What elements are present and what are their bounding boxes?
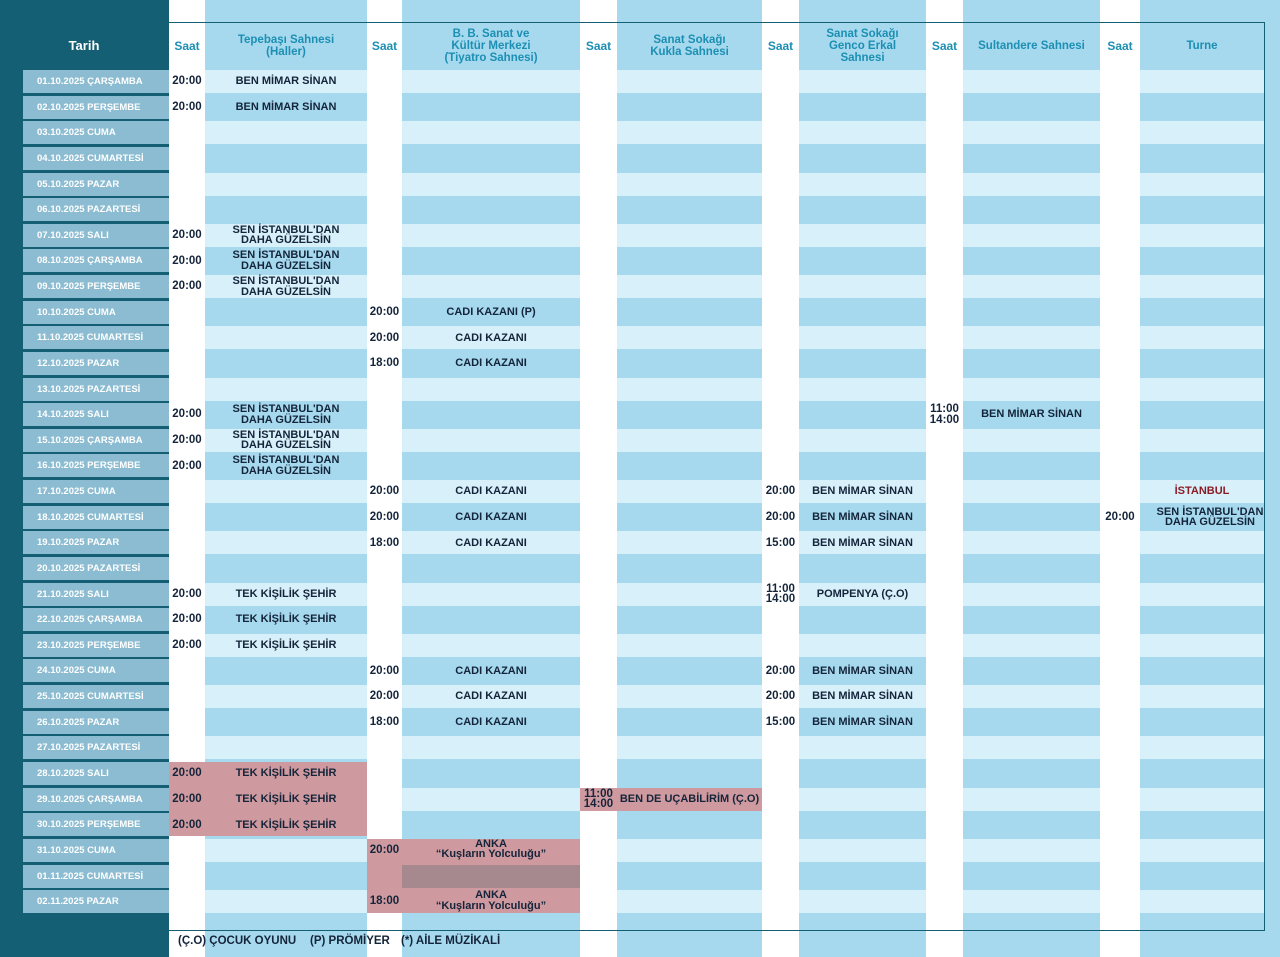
row-stripe-sultandere — [963, 659, 1100, 682]
show-time: 20:00 — [172, 459, 202, 472]
row-stripe-tepebasi — [205, 659, 367, 682]
row-stripe-sultandere — [963, 70, 1100, 93]
row-stripe-turne — [1140, 275, 1264, 298]
show-time: 20:00 — [172, 254, 202, 267]
row-stripe-turne — [1140, 659, 1264, 682]
row-stripe-kukla — [617, 121, 762, 144]
row-stripe-sultandere — [963, 531, 1100, 554]
show-title: TEK KİŞİLİK ŞEHİR — [235, 767, 337, 780]
row-stripe-sultandere — [963, 454, 1100, 477]
show-time: 20:00 — [765, 485, 796, 498]
row-stripe-sultandere — [963, 634, 1100, 657]
show-title: CADI KAZANI (P) — [446, 305, 536, 318]
row-stripe-turne — [1140, 711, 1264, 734]
row-stripe-tepebasi — [205, 301, 367, 324]
date-label: 14.10.2025 SALI — [22, 403, 169, 426]
row-stripe-tepebasi — [205, 736, 367, 759]
date-label: 13.10.2025 PAZARTESİ — [22, 378, 169, 401]
show-time: 15:00 — [765, 716, 796, 728]
show-time: 18:00 — [369, 536, 400, 549]
show-title: BEN MİMAR SİNAN — [812, 536, 913, 549]
row-stripe-turne — [1140, 454, 1264, 477]
row-stripe-genco — [799, 198, 926, 221]
row-stripe-sultandere — [963, 557, 1100, 580]
show-time: 20:00 — [369, 305, 400, 318]
date-label: 15.10.2025 ÇARŞAMBA — [22, 429, 169, 452]
column-bg-saat6 — [1100, 0, 1140, 957]
row-stripe-tepebasi — [205, 147, 367, 170]
header-time: Saat — [767, 39, 794, 53]
row-stripe-kukla — [617, 480, 762, 503]
row-stripe-kukla — [617, 608, 762, 631]
row-stripe-turne — [1140, 583, 1264, 606]
row-stripe-kukla — [617, 378, 762, 401]
row-stripe-turne — [1140, 198, 1264, 221]
row-stripe-sultandere — [963, 865, 1100, 888]
show-title: CADI KAZANI — [455, 664, 527, 677]
row-stripe-tepebasi — [205, 557, 367, 580]
show-title: SEN İSTANBUL'DAN DAHA GÜZELSİN — [1156, 505, 1264, 529]
date-label: 11.10.2025 CUMARTESİ — [22, 326, 169, 349]
row-stripe-sultandere — [963, 224, 1100, 247]
show-time: 20:00 — [172, 100, 202, 113]
row-stripe-turne — [1140, 352, 1264, 375]
date-label: 09.10.2025 PERŞEMBE — [22, 275, 169, 298]
row-stripe-kukla — [617, 711, 762, 734]
row-stripe-bb_sanat — [402, 198, 580, 221]
show-title: TEK KİŞİLİK ŞEHİR — [235, 613, 337, 626]
row-stripe-sultandere — [963, 762, 1100, 785]
row-stripe-genco — [799, 762, 926, 785]
row-stripe-turne — [1140, 378, 1264, 401]
row-stripe-kukla — [617, 454, 762, 477]
row-stripe-genco — [799, 634, 926, 657]
show-time: 20:00 — [369, 485, 400, 498]
row-stripe-sultandere — [963, 480, 1100, 503]
date-label: 02.10.2025 PERŞEMBE — [22, 96, 169, 119]
show-time: 20:00 — [369, 510, 400, 523]
row-stripe-sultandere — [963, 813, 1100, 836]
row-stripe-kukla — [617, 762, 762, 785]
show-time: 20:00 — [172, 613, 202, 626]
row-stripe-bb_sanat — [402, 121, 580, 144]
show-time: 11:00 14:00 — [765, 582, 796, 606]
show-title: TEK KİŞİLİK ŞEHİR — [235, 792, 337, 805]
date-label: 23.10.2025 PERŞEMBE — [22, 634, 169, 657]
header-time: Saat — [174, 39, 200, 53]
row-stripe-bb_sanat — [402, 70, 580, 93]
row-stripe-sultandere — [963, 429, 1100, 452]
row-stripe-turne — [1140, 608, 1264, 631]
row-stripe-tepebasi — [205, 378, 367, 401]
show-time: 20:00 — [172, 587, 202, 600]
show-time: 20:00 — [369, 331, 400, 344]
show-title: BEN MİMAR SİNAN — [812, 664, 913, 677]
row-stripe-kukla — [617, 839, 762, 862]
show-title: TEK KİŞİLİK ŞEHİR — [235, 639, 337, 652]
show-title: BEN MİMAR SİNAN — [812, 690, 913, 703]
show-title: CADI KAZANI — [455, 690, 527, 703]
row-stripe-tepebasi — [205, 865, 367, 888]
row-stripe-kukla — [617, 557, 762, 580]
show-title: CADI KAZANI — [455, 716, 527, 728]
row-stripe-bb_sanat — [402, 762, 580, 785]
row-stripe-kukla — [617, 634, 762, 657]
row-stripe-turne — [1140, 173, 1264, 196]
show-title: SEN İSTANBUL'DAN DAHA GÜZELSİN — [232, 275, 340, 298]
show-time: 20:00 — [172, 767, 202, 780]
row-stripe-genco — [799, 275, 926, 298]
show-title: CADI KAZANI — [455, 536, 527, 549]
show-time: 20:00 — [1105, 510, 1135, 523]
row-stripe-genco — [799, 378, 926, 401]
row-stripe-bb_sanat — [402, 378, 580, 401]
row-stripe-sultandere — [963, 890, 1100, 913]
column-bg-saat2 — [367, 0, 402, 957]
row-stripe-sultandere — [963, 583, 1100, 606]
date-label: 29.10.2025 ÇARŞAMBA — [22, 788, 169, 811]
row-stripe-turne — [1140, 429, 1264, 452]
row-stripe-sultandere — [963, 249, 1100, 272]
row-stripe-bb_sanat — [402, 813, 580, 836]
highlight-band-bb_sanat — [402, 865, 580, 888]
date-label: 20.10.2025 PAZARTESİ — [22, 557, 169, 580]
legend-premiere: (P) PRÖMİYER — [310, 935, 390, 947]
show-title: BEN MİMAR SİNAN — [981, 408, 1082, 421]
show-time: 18:00 — [369, 716, 400, 728]
row-stripe-genco — [799, 147, 926, 170]
show-time: 20:00 — [172, 280, 202, 293]
tour-city: İSTANBUL — [1174, 485, 1230, 498]
row-stripe-tepebasi — [205, 711, 367, 734]
row-stripe-turne — [1140, 96, 1264, 119]
show-time: 20:00 — [172, 75, 202, 88]
row-stripe-turne — [1140, 557, 1264, 580]
show-time: 11:00 14:00 — [929, 403, 960, 426]
row-stripe-sultandere — [963, 326, 1100, 349]
row-stripe-turne — [1140, 865, 1264, 888]
show-title: CADI KAZANI — [455, 510, 527, 523]
row-stripe-tepebasi — [205, 326, 367, 349]
row-stripe-genco — [799, 224, 926, 247]
row-stripe-sultandere — [963, 685, 1100, 708]
row-stripe-sultandere — [963, 839, 1100, 862]
row-stripe-genco — [799, 70, 926, 93]
date-label: 06.10.2025 PAZARTESİ — [22, 198, 169, 221]
row-stripe-kukla — [617, 506, 762, 529]
date-label: 22.10.2025 ÇARŞAMBA — [22, 608, 169, 631]
row-stripe-kukla — [617, 96, 762, 119]
row-stripe-sultandere — [963, 121, 1100, 144]
row-stripe-tepebasi — [205, 685, 367, 708]
row-stripe-kukla — [617, 249, 762, 272]
row-stripe-kukla — [617, 147, 762, 170]
show-title: CADI KAZANI — [455, 331, 527, 344]
row-stripe-kukla — [617, 659, 762, 682]
row-stripe-bb_sanat — [402, 608, 580, 631]
row-stripe-genco — [799, 352, 926, 375]
date-label: 19.10.2025 PAZAR — [22, 531, 169, 554]
row-stripe-genco — [799, 301, 926, 324]
row-stripe-tepebasi — [205, 890, 367, 913]
show-time: 20:00 — [369, 690, 400, 703]
date-label: 30.10.2025 PERŞEMBE — [22, 813, 169, 836]
row-stripe-genco — [799, 249, 926, 272]
row-stripe-sultandere — [963, 198, 1100, 221]
row-stripe-turne — [1140, 813, 1264, 836]
row-stripe-bb_sanat — [402, 147, 580, 170]
show-title: BEN MİMAR SİNAN — [235, 100, 337, 113]
row-stripe-genco — [799, 326, 926, 349]
show-title: BEN MİMAR SİNAN — [812, 485, 913, 498]
header-sultandere-stage: Sultandere Sahnesi — [978, 40, 1085, 52]
date-label: 01.11.2025 CUMARTESİ — [22, 865, 169, 888]
date-label: 10.10.2025 CUMA — [22, 301, 169, 324]
show-time: 15:00 — [765, 536, 796, 549]
row-stripe-turne — [1140, 249, 1264, 272]
row-stripe-bb_sanat — [402, 634, 580, 657]
show-title: BEN MİMAR SİNAN — [812, 716, 913, 728]
date-label: 04.10.2025 CUMARTESİ — [22, 147, 169, 170]
show-title: TEK KİŞİLİK ŞEHİR — [235, 818, 337, 831]
row-stripe-turne — [1140, 326, 1264, 349]
header-puppet-stage: Sanat Sokağı Kukla Sahnesi — [650, 34, 729, 58]
row-stripe-sultandere — [963, 736, 1100, 759]
row-stripe-bb_sanat — [402, 275, 580, 298]
row-stripe-tepebasi — [205, 121, 367, 144]
row-stripe-tepebasi — [205, 531, 367, 554]
row-stripe-turne — [1140, 634, 1264, 657]
row-stripe-turne — [1140, 301, 1264, 324]
row-stripe-kukla — [617, 301, 762, 324]
show-title: BEN DE UÇABİLİRİM (Ç.O) — [619, 792, 760, 805]
row-stripe-kukla — [617, 198, 762, 221]
row-stripe-genco — [799, 865, 926, 888]
legend-child-play: (Ç.O) ÇOCUK OYUNU — [178, 935, 297, 947]
row-stripe-turne — [1140, 403, 1264, 426]
show-title: SEN İSTANBUL'DAN DAHA GÜZELSİN — [232, 223, 340, 247]
header-genco-erkal-stage: Sanat Sokağı Genco Erkal Sahnesi — [826, 28, 899, 64]
date-label: 08.10.2025 ÇARŞAMBA — [22, 249, 169, 272]
header-time: Saat — [1107, 39, 1133, 53]
row-stripe-tepebasi — [205, 506, 367, 529]
date-label: 05.10.2025 PAZAR — [22, 173, 169, 196]
show-title: CADI KAZANI — [455, 485, 527, 498]
show-title: CADI KAZANI — [455, 357, 527, 370]
show-title: SEN İSTANBUL'DAN DAHA GÜZELSİN — [232, 428, 340, 452]
row-stripe-kukla — [617, 224, 762, 247]
show-time: 20:00 — [765, 510, 796, 523]
row-stripe-turne — [1140, 890, 1264, 913]
row-stripe-sultandere — [963, 608, 1100, 631]
row-stripe-kukla — [617, 736, 762, 759]
row-stripe-tepebasi — [205, 173, 367, 196]
row-stripe-genco — [799, 736, 926, 759]
row-stripe-turne — [1140, 839, 1264, 862]
date-label: 24.10.2025 CUMA — [22, 659, 169, 682]
row-stripe-sultandere — [963, 352, 1100, 375]
row-stripe-sultandere — [963, 378, 1100, 401]
row-stripe-turne — [1140, 121, 1264, 144]
show-title: TEK KİŞİLİK ŞEHİR — [235, 587, 337, 600]
show-time: 20:00 — [172, 639, 202, 652]
row-stripe-kukla — [617, 403, 762, 426]
show-title: POMPENYA (Ç.O) — [816, 587, 909, 600]
header-tour: Turne — [1186, 40, 1218, 52]
show-time: 20:00 — [172, 408, 202, 421]
header-time: Saat — [585, 39, 612, 53]
row-stripe-kukla — [617, 890, 762, 913]
row-stripe-sultandere — [963, 96, 1100, 119]
show-time: 20:00 — [765, 664, 796, 677]
row-stripe-kukla — [617, 813, 762, 836]
date-label: 07.10.2025 SALI — [22, 224, 169, 247]
row-stripe-sultandere — [963, 788, 1100, 811]
row-stripe-sultandere — [963, 275, 1100, 298]
row-stripe-sultandere — [963, 711, 1100, 734]
show-title: SEN İSTANBUL'DAN DAHA GÜZELSİN — [232, 403, 340, 426]
row-stripe-kukla — [617, 429, 762, 452]
row-stripe-genco — [799, 429, 926, 452]
row-stripe-turne — [1140, 531, 1264, 554]
date-label: 28.10.2025 SALI — [22, 762, 169, 785]
row-stripe-bb_sanat — [402, 454, 580, 477]
date-label: 16.10.2025 PERŞEMBE — [22, 454, 169, 477]
date-label: 25.10.2025 CUMARTESİ — [22, 685, 169, 708]
row-stripe-kukla — [617, 275, 762, 298]
header-time: Saat — [931, 39, 958, 53]
show-time: 18:00 — [369, 895, 400, 908]
row-stripe-bb_sanat — [402, 736, 580, 759]
date-label: 21.10.2025 SALI — [22, 583, 169, 606]
row-stripe-genco — [799, 121, 926, 144]
header-date: Tarih — [68, 38, 100, 53]
row-stripe-turne — [1140, 70, 1264, 93]
row-stripe-bb_sanat — [402, 557, 580, 580]
header-tepebasi-stage: Tepebaşı Sahnesi (Haller) — [237, 34, 335, 58]
row-stripe-kukla — [617, 583, 762, 606]
row-stripe-genco — [799, 788, 926, 811]
show-time: 20:00 — [172, 792, 202, 805]
row-stripe-turne — [1140, 224, 1264, 247]
row-stripe-kukla — [617, 352, 762, 375]
date-label: 12.10.2025 PAZAR — [22, 352, 169, 375]
row-stripe-genco — [799, 96, 926, 119]
date-label: 03.10.2025 CUMA — [22, 121, 169, 144]
date-label: 01.10.2025 ÇARŞAMBA — [22, 70, 169, 93]
row-stripe-kukla — [617, 70, 762, 93]
legend-family-musical: (*) AİLE MÜZİKALİ — [401, 935, 501, 947]
row-stripe-sultandere — [963, 173, 1100, 196]
row-stripe-genco — [799, 557, 926, 580]
row-stripe-bb_sanat — [402, 429, 580, 452]
row-stripe-kukla — [617, 865, 762, 888]
row-stripe-genco — [799, 454, 926, 477]
date-label: 02.11.2025 PAZAR — [22, 890, 169, 913]
show-time: 18:00 — [369, 357, 400, 370]
row-stripe-kukla — [617, 531, 762, 554]
header-time: Saat — [371, 39, 398, 53]
row-stripe-bb_sanat — [402, 96, 580, 119]
row-stripe-tepebasi — [205, 839, 367, 862]
row-stripe-bb_sanat — [402, 583, 580, 606]
row-stripe-kukla — [617, 173, 762, 196]
row-stripe-genco — [799, 890, 926, 913]
date-label: 18.10.2025 CUMARTESİ — [22, 506, 169, 529]
show-time: 20:00 — [369, 664, 400, 677]
row-stripe-genco — [799, 813, 926, 836]
row-stripe-bb_sanat — [402, 788, 580, 811]
row-stripe-tepebasi — [205, 480, 367, 503]
row-stripe-tepebasi — [205, 198, 367, 221]
show-title: ANKA “Kuşların Yolculuğu” — [435, 837, 547, 861]
show-title: SEN İSTANBUL'DAN DAHA GÜZELSİN — [232, 249, 340, 272]
show-title: BEN MİMAR SİNAN — [235, 75, 337, 88]
show-time: 20:00 — [172, 434, 202, 447]
row-stripe-bb_sanat — [402, 249, 580, 272]
show-time: 20:00 — [369, 844, 400, 857]
row-stripe-turne — [1140, 147, 1264, 170]
date-label: 26.10.2025 PAZAR — [22, 711, 169, 734]
date-label: 17.10.2025 CUMA — [22, 480, 169, 503]
row-stripe-genco — [799, 173, 926, 196]
row-stripe-sultandere — [963, 147, 1100, 170]
column-bg-saat3 — [580, 0, 617, 957]
row-stripe-bb_sanat — [402, 403, 580, 426]
show-title: SEN İSTANBUL'DAN DAHA GÜZELSİN — [232, 454, 340, 477]
row-stripe-genco — [799, 403, 926, 426]
show-time: 20:00 — [765, 690, 796, 703]
show-title: ANKA “Kuşların Yolculuğu” — [435, 889, 547, 912]
show-title: BEN MİMAR SİNAN — [812, 510, 913, 523]
show-time: 11:00 14:00 — [583, 787, 614, 811]
column-bg-saat4 — [762, 0, 799, 957]
row-stripe-kukla — [617, 326, 762, 349]
row-stripe-turne — [1140, 788, 1264, 811]
date-label: 27.10.2025 PAZARTESİ — [22, 736, 169, 759]
row-stripe-bb_sanat — [402, 224, 580, 247]
row-stripe-genco — [799, 608, 926, 631]
row-stripe-sultandere — [963, 506, 1100, 529]
row-stripe-sultandere — [963, 301, 1100, 324]
column-bg-saat5 — [926, 0, 963, 957]
date-label: 31.10.2025 CUMA — [22, 839, 169, 862]
show-time: 20:00 — [172, 818, 202, 831]
header-bb-arts-center: B. B. Sanat ve Kültür Merkezi (Tiyatro Sahnesi) — [444, 28, 538, 64]
row-stripe-turne — [1140, 685, 1264, 708]
row-stripe-tepebasi — [205, 352, 367, 375]
row-stripe-turne — [1140, 736, 1264, 759]
row-stripe-bb_sanat — [402, 173, 580, 196]
row-stripe-turne — [1140, 762, 1264, 785]
row-stripe-genco — [799, 839, 926, 862]
row-stripe-kukla — [617, 685, 762, 708]
show-time: 20:00 — [172, 229, 202, 242]
